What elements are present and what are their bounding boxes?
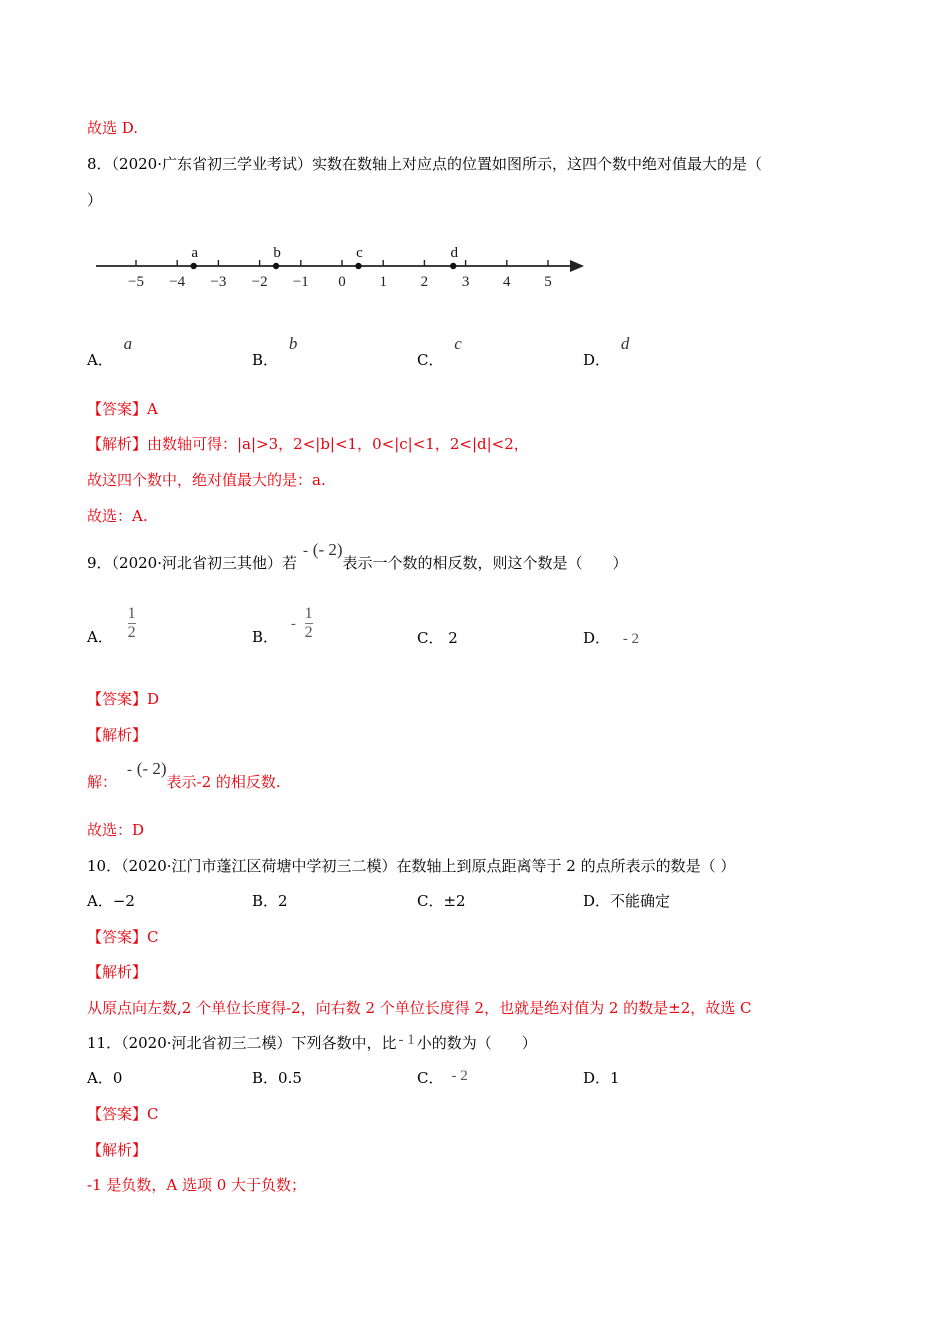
q9-stem [87,540,628,574]
q8-answer: 【答案】A [87,400,158,418]
tick-label: −5 [128,274,144,290]
q8-analysis-line-2: 故这四个数中，绝对值最大的是：a. [87,471,326,489]
option-key: B． [252,351,279,369]
minus-sign: - [290,615,296,632]
expr-inner: (- 2) [312,540,343,559]
q9-stem-suffix: 表示一个数的相反数，则这个数是（ ） [342,554,628,572]
tick-label: 5 [544,274,552,290]
tick-label: −2 [251,274,268,290]
q10-option-c[interactable] [417,891,466,911]
fraction [305,605,313,642]
q9-option-b[interactable] [252,605,313,646]
tick-label: 0 [338,274,346,290]
q9-solution [87,759,281,793]
q8-stem-close: ） [87,191,103,209]
option-key: D． [583,351,611,369]
q11-stem-prefix: 11．（2020·河北省初三二模）下列各数中，比 [87,1034,397,1052]
point-a [190,263,196,269]
option-value: 2 [278,892,288,910]
option-key: B． [252,1069,279,1087]
q10-analysis: 从原点向左数,2 个单位长度得-2，向右数 2 个单位长度得 2，也就是绝对值为 2 的数是±2，故选 C [87,999,752,1017]
option-key: D． [583,1069,611,1087]
q10-answer: 【答案】C [87,928,159,946]
option-value: 不能确定 [610,892,671,910]
q11-analysis: -1 是负数，A 选项 0 大于负数； [87,1176,307,1194]
point-d [450,263,456,269]
numerator: 1 [127,605,136,622]
fraction [128,605,136,642]
q11-stem-suffix: 小的数为（ ） [416,1034,537,1052]
q11-answer: 【答案】C [87,1105,159,1123]
q8-analysis: 【解析】由数轴可得：|a|>3，2<|b|<1，0<|c|<1，2<|d|<2， [87,435,529,453]
tick-label: 4 [503,274,511,290]
option-value: 1 [610,1069,620,1087]
option-key: C． [417,351,444,369]
option-key: D． [583,892,611,910]
q8-option-c[interactable] [417,334,462,370]
solution-suffix: 表示-2 的相反数. [166,773,281,791]
q11-stem [87,1033,537,1054]
q10-stem: 10．（2020·江门市蓬江区荷塘中学初三二模）在数轴上到原点距离等于 2 的点所表示的数是（ ） [87,857,736,875]
q9-conclusion: 故选：D [87,821,145,839]
q11-option-b[interactable] [252,1068,302,1088]
q9-option-d[interactable] [583,628,639,649]
point-c [355,263,361,269]
option-value: 0 [112,1069,123,1087]
q10-analysis-heading: 【解析】 [87,963,148,981]
option-key: B． [252,627,279,646]
option-value: c [454,334,462,353]
option-key: A． [87,351,113,369]
q10-option-a[interactable] [87,891,135,911]
solution-prefix: 解： [87,773,118,791]
expr-minus: - [127,762,133,778]
option-key: C． [417,1069,444,1087]
option-value: d [620,334,630,353]
option-key: A． [87,892,113,910]
expr-inner: (- 2) [136,759,167,778]
tick-label: 1 [379,274,387,290]
q7-conclusion: 故选 D. [87,119,139,137]
tick-label: 3 [461,274,470,290]
solution-expression [127,760,167,778]
option-value: 0.5 [278,1069,302,1087]
q11-analysis-heading: 【解析】 [87,1141,148,1159]
option-key: A． [87,1069,113,1087]
q8-stem: 8．（2020·广东省初三学业考试）实数在数轴上对应点的位置如图所示，这四个数中绝对值最大的是（ [87,155,762,173]
q11-option-d[interactable] [583,1068,620,1088]
q9-option-c[interactable] [417,628,458,648]
expr-minus: - [303,543,308,559]
option-key: C． [417,629,444,647]
tick-label: 2 [420,274,429,290]
option-key: D． [583,629,611,647]
q9-analysis-heading: 【解析】 [87,726,148,744]
option-value: ±2 [443,892,466,910]
option-value: - 2 [622,631,640,647]
option-key: B． [252,892,279,910]
q8-option-a[interactable] [87,334,133,370]
numerator: 1 [304,605,313,622]
q10-option-d[interactable] [583,891,670,911]
option-value: b [288,334,298,353]
tick-label: −1 [292,274,309,290]
option-value: 2 [448,629,458,647]
option-value: −2 [112,892,135,910]
point-label-c: c [356,245,363,261]
q8-conclusion: 故选：A. [87,507,148,525]
denominator: 2 [127,624,136,641]
q8-option-d[interactable] [583,334,630,370]
option-key: C． [417,892,444,910]
q11-option-c[interactable] [417,1068,468,1089]
tick-label: −4 [169,274,186,290]
point-label-d: d [450,245,458,261]
q9-stem-prefix: 9．（2020·河北省初三其他）若 [87,554,297,572]
q8-option-b[interactable] [252,334,298,370]
denominator: 2 [304,624,313,641]
q11-expression: - 1 [398,1032,415,1048]
q9-option-a[interactable] [87,605,136,646]
q8-number-line [90,236,590,296]
option-value: - 2 [451,1068,468,1084]
option-value: a [123,334,133,353]
tick-label: −3 [210,274,227,290]
point-label-b: b [273,245,281,261]
option-key: A． [87,627,113,646]
q10-option-b[interactable] [252,891,288,911]
q9-expression [303,541,343,559]
q9-answer: 【答案】D [87,690,160,708]
point-b [273,263,279,269]
q11-option-a[interactable] [87,1068,122,1088]
point-label-a: a [191,245,199,261]
